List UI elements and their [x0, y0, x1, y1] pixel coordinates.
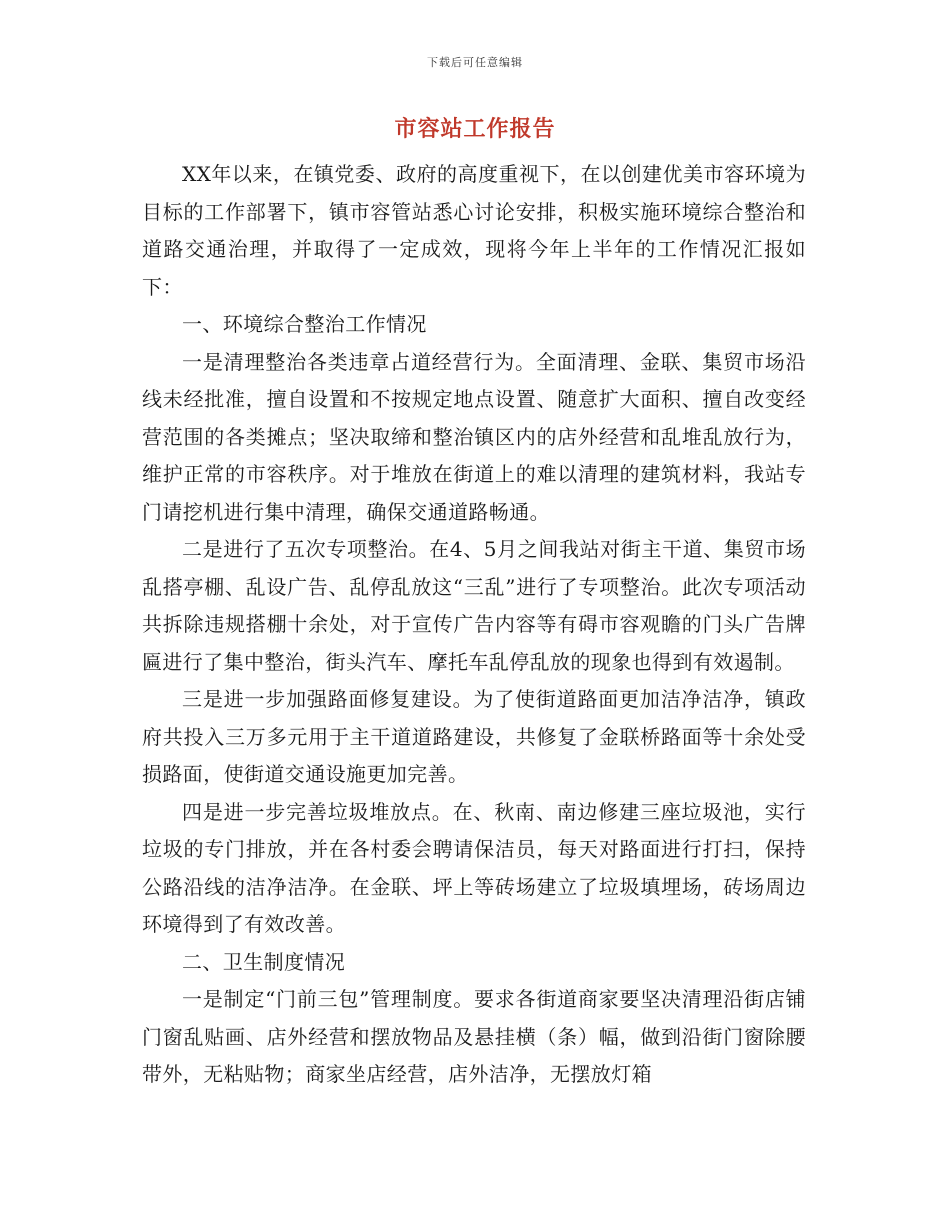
intro-paragraph: XX年以来，在镇党委、政府的高度重视下，在以创建优美市容环境为目标的工作部署下，镇市容管站悉心讨论安排，积极实施环境综合整治和道路交通治理，并取得了一定成效，现将今年上半年的工作情况汇报如下： [142, 162, 806, 299]
document-title: 市容站工作报告 [394, 116, 556, 142]
section-heading-environment: 一、环境综合整治工作情况 [182, 312, 427, 336]
body-paragraph: 一是清理整治各类违章占道经营行为。全面清理、金联、集贸市场沿线未经批准，擅自设置和不按规定地点设置、随意扩大面积、擅自改变经营范围的各类摊点；坚决取缔和整治镇区内的店外经营和乱堆乱放行为，维护正常的市容秩序。对于堆放在街道上的难以清理的建筑材料，我站专门请挖机进行集中清理，确保交通道路畅通。 [142, 349, 806, 524]
section-heading-hygiene: 二、卫生制度情况 [182, 949, 346, 974]
body-paragraph: 三是进一步加强路面修复建设。为了使街道路面更加洁净洁净，镇政府共投入三万多元用于主干道道路建设，共修复了金联桥路面等十余处受损路面，使街道交通设施更加完善。 [142, 687, 806, 786]
body-paragraph: 二是进行了五次专项整治。在4、5月之间我站对街主干道、集贸市场乱搭亭棚、乱设广告、乱停乱放这“三乱”进行了专项整治。此次专项活动共拆除违规搭棚十余处，对于宣传广告内容等有碍市容观瞻的门头广告牌匾进行了集中整治，街头汽车、摩托车乱停乱放的现象也得到有效遏制。 [142, 537, 806, 674]
body-paragraph: 一是制定“门前三包”管理制度。要求各街道商家要坚决清理沿街店铺门窗乱贴画、店外经营和摆放物品及悬挂横（条）幅，做到沿街门窗除腰带外，无粘贴物；商家坐店经营，店外洁净，无摆放灯箱 [142, 987, 806, 1086]
body-paragraph: 四是进一步完善垃圾堆放点。在、秋南、南边修建三座垃圾池，实行垃圾的专门排放，并在各村委会聘请保洁员，每天对路面进行打扫，保持公路沿线的洁净洁净。在金联、坪上等砖场建立了垃圾填埋场，砖场周边环境得到了有效改善。 [142, 799, 806, 936]
page-header: 下载后可任意编辑 [427, 56, 523, 69]
document-body [142, 156, 806, 1094]
